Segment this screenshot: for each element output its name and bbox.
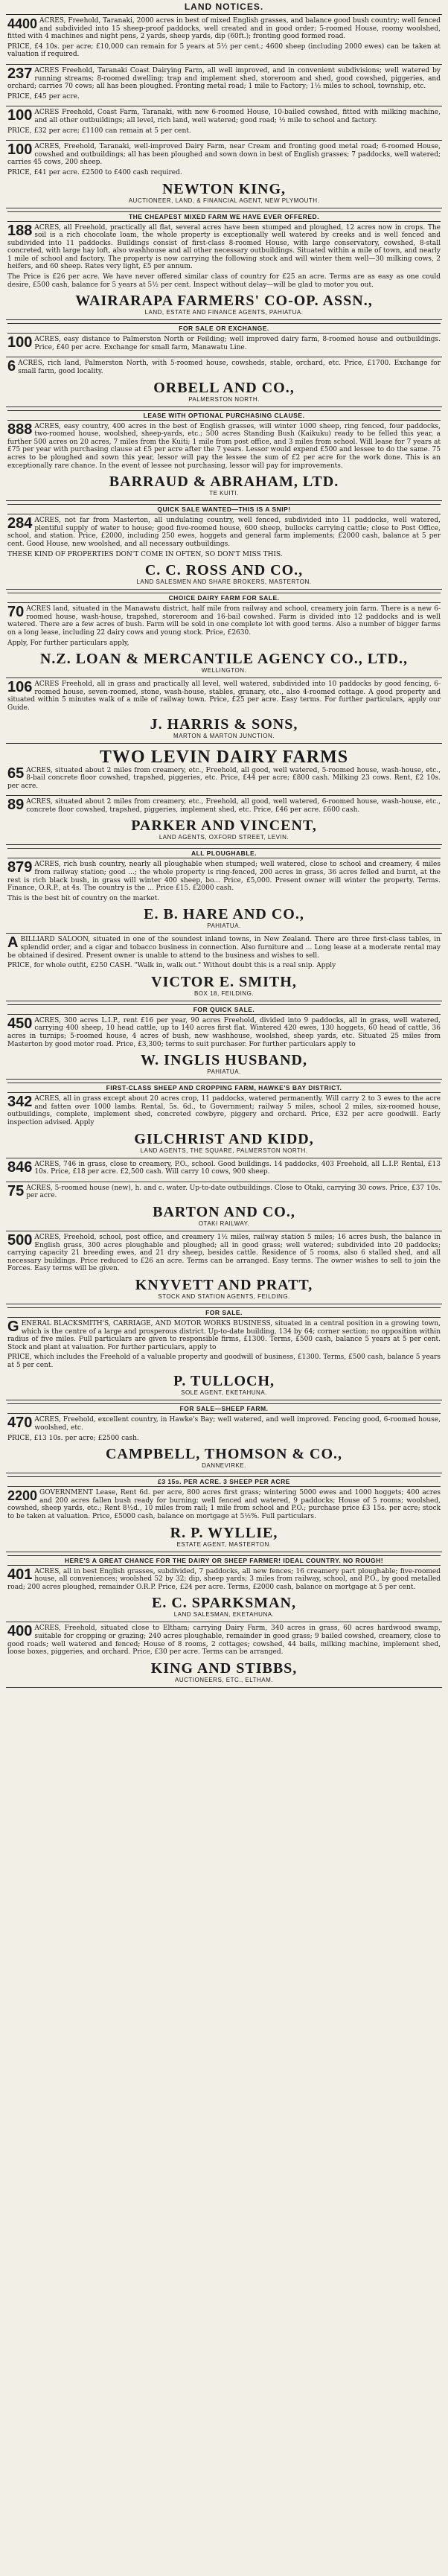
ad-body: ACRES, 5-roomed house (new), h. and c. water. Up-to-date outbuildings. Close to Otaki, carrying 30 cows. Price, £37 10s. per acre. bbox=[26, 1184, 441, 1200]
ad-text bbox=[7, 1017, 441, 1048]
ad-acreage: 342 bbox=[7, 1094, 33, 1111]
ad-body: ACRES, all in grass except about 20 acres crop, 11 paddocks, watered permanently. Will carry 2 to 3 ewes to the acre and fatten over 1000 lambs. Rental, 5s. 6d., to Government; railway 5 miles, school 2 miles, six-roomed house, outbuildings, complete, implement shed, concreted cowbyre, piggery and orchard. Price, £32 per acre goodwill. Early inspection advised. Apply bbox=[7, 1095, 441, 1126]
ad-banner: FOR SALE. bbox=[7, 1307, 441, 1318]
ad-body: GOVERNMENT Lease, Rent 6d. per acre, 800 acres first grass; wintering 5000 ewes and 1000 hoggets; 400 acres and 200 acres fallen bush ready for burning; well fenced and watered, 9 paddocks; House of 5 rooms; woolshed, cowshed, sheep yards, etc.; Rent 8½d., 10 miles from rail; 1 mile from school and P.O.; purchase price £3 15s. per acre; stock to be taken at valuation. Price, £5000 cash, balance on mortgage at 5½%. Full particulars. bbox=[7, 1489, 441, 1521]
advertiser-name: W. INGLIS HUSBAND, bbox=[141, 1052, 307, 1069]
advertiser-tagline: ESTATE AGENT, MASTERTON. bbox=[176, 1540, 272, 1548]
classified-ad bbox=[6, 320, 442, 357]
ad-acreage: 879 bbox=[7, 859, 33, 876]
ad-acreage: 106 bbox=[7, 679, 33, 696]
classified-ad bbox=[6, 106, 442, 141]
ad-body: ACRES Freehold, Taranaki Coast Dairying Farm, all well improved, and in convenient subdivisions; well watered by running streams; 8-roomed dwelling; trap and implement shed, storeroom and shed, good cowshed, piggeries, and orchard; carries 70 cows; all has been ploughed. Fronting metal road; 1 mile to Factory; 1½ miles to school, township, etc. bbox=[7, 66, 441, 91]
advertiser-name: BARRAUD & ABRAHAM, LTD. bbox=[109, 474, 339, 491]
advertiser-name: CAMPBELL, THOMSON & CO., bbox=[105, 1446, 343, 1463]
ad-banner: CHOICE DAIRY FARM FOR SALE. bbox=[7, 593, 441, 603]
classified-ad bbox=[6, 796, 442, 845]
ad-body: ENERAL BLACKSMITH'S, CARRIAGE, AND MOTOR WORKS BUSINESS, situated in a central position in a growing town, which is the centre of a large and prosperous district. Up-to-date building, 134 by 64; corner section; no opposition within radius of five miles. Full particulars are given to responsible firms, £1300. Terms, £500 cash, balance 5 years at 5 per cent. Stock and plant at valuation. For further particulars, apply to bbox=[7, 1319, 441, 1351]
advertiser-tagline: MARTON & MARTON JUNCTION. bbox=[173, 732, 275, 739]
ad-text bbox=[7, 1320, 441, 1351]
advertiser-tagline: LAND, ESTATE AND FINANCE AGENTS, PAHIATUA. bbox=[144, 309, 304, 316]
ad-banner: THE CHEAPEST MIXED FARM WE HAVE EVER OFFERED. bbox=[7, 211, 441, 222]
ad-acreage: 2200 bbox=[7, 1488, 38, 1504]
advertiser-name: PARKER AND VINCENT, bbox=[131, 817, 317, 835]
advertiser-tagline: PAHIATUA. bbox=[207, 922, 241, 930]
ad-acreage: 89 bbox=[7, 797, 25, 814]
ad-text bbox=[7, 1182, 441, 1200]
ad-text bbox=[7, 67, 441, 91]
ad-acreage: 70 bbox=[7, 604, 25, 621]
advertiser-tagline: LAND SALESMAN, EKETAHUNA. bbox=[173, 1611, 275, 1619]
ad-acreage: 6 bbox=[7, 358, 16, 375]
ad-banner: FOR QUICK SALE. bbox=[7, 1004, 441, 1015]
ad-body: ACRES, Freehold, excellent country, in Hawke's Bay; well watered, and well improved. Fencing good, 6-roomed house, woolshed, etc. bbox=[34, 1416, 441, 1432]
ad-body: ACRES, 746 in grass, close to creamery, P.O., school. Good buildings. 14 paddocks, 403 Freehold, all L.I.P. Rental, £13 10s. Price, £18 per acre. £2,500 cash. Will carry 10 cows, 900 sheep. bbox=[34, 1160, 441, 1176]
ad-acreage: 846 bbox=[7, 1158, 33, 1176]
advertiser-tagline: SOLE AGENT, EKETAHUNA. bbox=[181, 1389, 267, 1397]
ad-text bbox=[7, 360, 441, 375]
ad-price: PRICE, £13 10s. per acre; £2500 cash. bbox=[7, 1434, 139, 1442]
advertiser-tagline: OTAKI RAILWAY. bbox=[198, 1220, 250, 1227]
ad-banner: ALL PLOUGHABLE. bbox=[7, 848, 441, 858]
ad-text bbox=[7, 861, 441, 892]
classified-ad bbox=[6, 678, 442, 743]
ad-price: The Price is £26 per acre. We have never offered similar class of country for £25 an acre. Terms are as easy as one could desire, £500 cash, balance for 5 years at 5½ per cent. Inspect without delay—will be glad to motor you out. bbox=[7, 273, 441, 289]
ad-acreage: 100 bbox=[7, 107, 33, 124]
classified-ad bbox=[6, 141, 442, 208]
ad-banner: FOR SALE—SHEEP FARM. bbox=[7, 1403, 441, 1414]
ad-text bbox=[7, 605, 441, 637]
advertiser-name: N.Z. LOAN & MERCANTILE AGENCY CO., LTD., bbox=[39, 651, 409, 668]
ad-banner: QUICK SALE WANTED—THIS IS A SNIP! bbox=[7, 504, 441, 514]
advertiser-name: R. P. WYLLIE, bbox=[170, 1524, 278, 1541]
ad-price: PRICE, £41 per acre. £2500 to £400 cash required. bbox=[7, 168, 182, 176]
ad-text bbox=[7, 1625, 441, 1656]
classified-ad bbox=[6, 1080, 442, 1158]
ad-acreage: 284 bbox=[7, 515, 33, 532]
classified-ad bbox=[6, 590, 442, 678]
classified-ad bbox=[6, 501, 442, 590]
classified-ad bbox=[6, 744, 442, 797]
classified-ad bbox=[6, 1001, 442, 1080]
ad-text bbox=[7, 109, 441, 124]
ad-body: ACRES, Freehold, situated close to Eltham; carrying Dairy Farm, 340 acres in grass, 60 acres hardwood swamp, suitable for cropping or grazing; 240 acres ploughable, remainder in good grass; 9 bailed cowshed, creamery, close to good roads; well watered and fenced; House of 8 rooms, 2 cottages; cowshed, 44 bails, milking machine, implement shed, loose boxes, piggeries, and orchard. Price, £30 per acre. Terms can be arranged. bbox=[7, 1625, 441, 1657]
ad-acreage: 75 bbox=[7, 1182, 25, 1199]
classified-ad bbox=[6, 1158, 442, 1182]
advertiser-name: ORBELL AND CO., bbox=[153, 379, 295, 396]
ad-body: ACRES, rich bush country, nearly all ploughable when stumped; well watered, close to school and creamery, 4 miles from railway station; good ...; the whole property is ring-fenced, 200 acres in grass, 36 acres felled and burnt, at the rest is rich black bush, in grass will winter 400 sheep, bo... Price, £5,000. Present owner will winter the property. Terms. Finance, O.R.P., at 4s. The country is the ... Price £15. £2000 cash. bbox=[7, 861, 441, 893]
advertiser-tagline: WELLINGTON. bbox=[201, 667, 247, 675]
advertiser-tagline: LAND SALESMEN AND SHARE BROKERS, MASTERTON. bbox=[136, 578, 312, 586]
advertiser-name: NEWTON KING, bbox=[161, 180, 287, 197]
ad-acreage: 400 bbox=[7, 1623, 33, 1640]
ad-text bbox=[7, 517, 441, 548]
classified-ad bbox=[6, 1552, 442, 1623]
ad-text bbox=[7, 1416, 441, 1432]
ad-acreage: 470 bbox=[7, 1415, 33, 1432]
advertiser-tagline: PAHIATUA. bbox=[207, 1068, 241, 1076]
classified-ad bbox=[6, 845, 442, 934]
classified-ad bbox=[6, 15, 442, 65]
ad-text bbox=[7, 1158, 441, 1176]
newspaper-page bbox=[6, 0, 442, 2576]
classified-ad bbox=[6, 1231, 442, 1304]
advertiser-tagline: PALMERSTON NORTH. bbox=[188, 395, 260, 403]
classified-ad bbox=[6, 1304, 442, 1401]
ad-price: Apply, For further particulars apply, bbox=[7, 639, 129, 647]
classified-ad bbox=[6, 1182, 442, 1231]
ad-text bbox=[7, 1568, 441, 1592]
ad-banner: HERE'S A GREAT CHANCE FOR THE DAIRY OR SHEEP FARMER! IDEAL COUNTRY. NO ROUGH! bbox=[7, 1555, 441, 1566]
ad-body: ACRES, Freehold, Taranaki, 2000 acres in best of mixed English grasses, and balance good bush country; well fenced and subdivided into 15 sheep-proof paddocks, well created and in good order; 5-roomed House, roomy woolshed, fitted with 4 machines and night pens, 2 yards, sheep yards, dip (60ft.); fronting good formed road. bbox=[7, 17, 441, 41]
classified-ad bbox=[6, 407, 442, 502]
ad-acreage: 100 bbox=[7, 141, 33, 159]
ad-price: PRICE, £4 10s. per acre; £10,000 can remain for 5 years at 5½ per cent.; 4600 sheep (including 2000 ewes) can be taken at valuation if required. bbox=[7, 42, 441, 59]
ad-body: ACRES land, situated in the Manawatu district, half mile from railway and school, creamery join farm. There is a new 6-roomed house, wash-house, trapshed, storeroom and 16-bail cowshed. Farm is divided into 12 paddocks and is well watered. There are a few acres of bush. Farm will be sold in one complete lot with good terms. Also a number of bigger farms on a long lease, including 22 dairy cows and young stock. Price, £2630. bbox=[7, 605, 441, 637]
ad-text bbox=[7, 680, 441, 712]
classified-ad bbox=[6, 357, 442, 407]
ad-price: THESE KIND OF PROPERTIES DON'T COME IN OFTEN, SO DON'T MISS THIS. bbox=[7, 550, 283, 558]
ad-banner: FIRST-CLASS SHEEP AND CROPPING FARM, HAWKE'S BAY DISTRICT. bbox=[7, 1083, 441, 1093]
ad-acreage: 401 bbox=[7, 1566, 33, 1583]
ad-body: ACRES, 300 acres L.I.P., rent £16 per year, 90 acres Freehold, divided into 9 paddocks, all in grass, well watered, carrying 400 sheep, 10 head cattle, up to 140 acres first flat. Wintered 420 ewes, 130 hoggets, 60 head of cattle, 36 acres in turnips; 5-roomed house, 4 acres of bush, new washhouse, woolshed, sheep yards, etc. Situated 25 miles from Masterton by good motor road. Price, £3,300; terms to suit purchaser. For further particulars apply to bbox=[7, 1016, 441, 1048]
advertiser-name: WAIRARAPA FARMERS' CO-OP. ASSN., bbox=[75, 293, 373, 310]
ad-text bbox=[7, 936, 441, 960]
ad-body: ACRES, easy distance to Palmerston North or Feilding; well improved dairy farm, 8-roomed house and outbuildings. Price, £40 per acre. Exchange for small farm, Manawatu Line. bbox=[34, 336, 441, 351]
ad-acreage: 4400 bbox=[7, 16, 38, 31]
classified-ad bbox=[6, 1473, 442, 1552]
advertiser-tagline: LAND AGENTS, OXFORD STREET, LEVIN. bbox=[159, 834, 289, 841]
ad-price: This is the best bit of country on the market. bbox=[7, 894, 160, 902]
ad-text bbox=[7, 423, 441, 471]
advertiser-name: KING AND STIBBS, bbox=[150, 1660, 298, 1677]
advertiser-name: E. C. SPARKSMAN, bbox=[152, 1595, 296, 1612]
ad-banner: LEASE WITH OPTIONAL PURCHASING CLAUSE. bbox=[7, 410, 441, 421]
ad-acreage: 65 bbox=[7, 765, 25, 782]
ad-body: ACRES, easy country, 400 acres in the best of English grasses, will winter 1000 sheep, ring fenced, four paddocks, two-roomed house, woolshed, sheep-yards, etc.; 500 acres Standing Bush (Kaikuku) ready to be felled this year, a further 500 acres on 20 acres, 7 miles from the Kuiti; 1 mile from post office, and 3 miles from school. Will lease for 7 years at £75 per year with purchasing clause at £5 per acre after the 7 years. Lessor would expend £500 and lessee to do the same. 75 acres to be ploughed and sown this year, lessor will pay the lessee the sum of £2 per acre for the work done. This is an exceptionally rare chance. In the event of lessee not purchasing, lessor will pay for improvements. bbox=[7, 422, 441, 470]
ad-text bbox=[7, 767, 441, 791]
advertiser-name: BARTON AND CO., bbox=[153, 1203, 295, 1220]
classified-ad bbox=[6, 1622, 442, 1687]
ad-acreage: 500 bbox=[7, 1231, 33, 1249]
ad-price: PRICE, £32 per acre; £1100 can remain at 5 per cent. bbox=[7, 127, 191, 135]
ad-banner: £3 15s. PER ACRE. 3 SHEEP PER ACRE bbox=[7, 1476, 441, 1487]
ad-acreage: G bbox=[7, 1318, 19, 1335]
ad-text bbox=[7, 1095, 441, 1126]
classified-ad bbox=[6, 208, 442, 321]
ad-body: BILLIARD SALOON, situated in one of the soundest inland towns, in New Zealand. There are three first-class tables, in splendid order, and a cigar and tobacco business in connection. Also furniture and ... Long lease at a moderate rental may be obtained if desired. Present owner is unable to attend to the business and wishes to sell. bbox=[7, 936, 441, 960]
ad-acreage: A bbox=[7, 934, 19, 951]
advertiser-tagline: DANNEVIRKE. bbox=[202, 1462, 246, 1470]
ad-acreage: 888 bbox=[7, 421, 33, 438]
advertiser-name: GILCHRIST AND KIDD, bbox=[134, 1130, 314, 1147]
ad-price: PRICE, which includes the Freehold of a valuable property and goodwill of business, £1300. Terms, £500 cash, balance 5 years at 5 per cent. bbox=[7, 1354, 441, 1369]
ad-title: TWO LEVIN DAIRY FARMS bbox=[99, 747, 349, 767]
ad-text bbox=[7, 224, 441, 272]
advertiser-tagline: LAND AGENTS, THE SQUARE, PALMERSTON NORTH. bbox=[140, 1147, 308, 1154]
ad-body: ACRES, not far from Masterton, all undulating country, well fenced, subdivided into 11 paddocks, well watered, plentiful supply of water to house; good five-roomed house, 600 sheep, bullocks carrying cattle; close to Post Office, school, and station. Price, £2000, including 250 ewes, hoggets and general farm implements; £2000 cash, balance at 5 per cent. Good House, new woolshed, and all necessary outbuildings. bbox=[7, 517, 441, 548]
ad-text bbox=[7, 143, 441, 167]
ad-acreage: 188 bbox=[7, 222, 33, 239]
ad-body: ACRES Freehold, Coast Farm, Taranaki, with new 6-roomed House, 10-bailed cowshed, fitted with milking machine, and all other outbuildings; all level, rich land, well watered; good road; ½ mile to school and factory. bbox=[34, 109, 441, 124]
section-masthead: LAND NOTICES. bbox=[6, 0, 442, 15]
advertiser-name: C. C. ROSS AND CO., bbox=[144, 562, 304, 579]
advertiser-name: VICTOR E. SMITH, bbox=[151, 973, 297, 990]
ad-text bbox=[7, 1231, 441, 1273]
ad-body: ACRES, Freehold, Taranaki, well-improved Dairy Farm, near Cream and fronting good metal road; 6-roomed House, cowshed and outbuildings; all has been ploughed and sown down in best of English grasses; 7 paddocks, well watered; carries 45 cows, 200 sheep. bbox=[7, 143, 441, 167]
ad-text bbox=[7, 798, 441, 814]
advertiser-name: J. HARRIS & SONS, bbox=[150, 715, 298, 733]
advertiser-name: KNYVETT AND PRATT, bbox=[135, 1276, 313, 1293]
ad-banner: FOR SALE OR EXCHANGE. bbox=[7, 323, 441, 334]
classified-ad bbox=[6, 1400, 442, 1473]
advertiser-tagline: STOCK AND STATION AGENTS, FEILDING. bbox=[158, 1292, 290, 1300]
ad-body: ACRES, all Freehold, practically all flat, several acres have been stumped and ploughed, 12 acres now in crops. The soil is a rich chocolate loam, the whole property is exceptionally well watered by creeks and is well fenced and subdivided into 11 paddocks. Buildings consist of first-class 8-roomed House, with large conservatory, cowshed, 8-stall concreted, with large hay loft, also washhouse and all other necessary outbuildings. Situated within a mile of town, and nearly 1 mile of school and factory. The property is now carrying the following stock and will winter them well—30 milking cows, 2 heifers, and 60 sheep. Rates very light, £5 per annum. bbox=[7, 223, 441, 271]
advertiser-name: E. B. HARE AND CO., bbox=[144, 906, 304, 923]
ad-price: PRICE, for whole outfit, £250 CASH. "Walk in, walk out." Without doubt this is a real snip. Apply bbox=[7, 962, 336, 970]
ad-acreage: 100 bbox=[7, 334, 33, 351]
ad-price: PRICE, £45 per acre. bbox=[7, 92, 80, 101]
ads-column bbox=[6, 15, 442, 1688]
classified-ad bbox=[6, 934, 442, 1001]
advertiser-tagline: BOX 18, FEILDING. bbox=[193, 989, 255, 997]
advertiser-name: P. TULLOCH, bbox=[173, 1373, 275, 1390]
ad-acreage: 237 bbox=[7, 65, 33, 82]
advertiser-tagline: AUCTIONEERS, ETC., ELTHAM. bbox=[175, 1676, 273, 1683]
ad-body: ACRES, situated about 2 miles from creamery, etc., Freehold, all good, well watered, 6-roomed house, wash-house, etc., concrete floor cowshed, trapshed, piggeries, implement shed, etc. Price, £46 per acre. £600 cash. bbox=[26, 798, 441, 814]
ad-text bbox=[7, 1489, 441, 1520]
ad-body: ACRES, Freehold, school, post office, and creamery 1½ miles, railway station 5 miles; 16 acres bush, the balance in English grass, 300 acres ploughable and ploughed; all in good grass; well watered; subdivided into 20 paddocks; carrying capacity 21 breeding ewes, and 21 dry sheep, besides cattle. Residence of 5 rooms, also 6 stalled shed, and all necessary buildings. Price reduced to £26 an acre. Terms can be arranged. Easy terms. The owner wishes to sell to join the Forces. Easy terms will be given. bbox=[7, 1233, 441, 1273]
ad-text bbox=[7, 336, 441, 351]
classified-ad bbox=[6, 65, 442, 106]
ad-body: ACRES Freehold, all in grass and practically all level, well watered, subdivided into 10 paddocks by good fencing, 6-roomed house, seven-roomed, stone, wash-house, stables, granary, etc., also 4-roomed cottage. A good property and situated within 5 minutes walk of a mile of railway town. Price, £25 per acre. Easy terms. For further particulars, apply our Guide. bbox=[7, 680, 441, 712]
ad-body: ACRES, all in best English grasses, subdivided, 7 paddocks, all new fences; 16 creamery part ploughable; five-roomed house, all conveniences; woolshed 52 by 32; dip, sheep yards; 3 miles from railway, school, and P.O., by good metalled road; 200 acres ploughed, remainder O.R.P. Price, £24 per acre. Terms, £2000 cash, balance on mortgage at 5 per cent. bbox=[7, 1567, 441, 1591]
ad-body: ACRES, rich land, Palmerston North, with 5-roomed house, cowsheds, stable, orchard, etc. Price, £1700. Exchange for small farm, good locality. bbox=[18, 360, 441, 376]
advertiser-tagline: AUCTIONEER, LAND, & FINANCIAL AGENT, NEW PLYMOUTH. bbox=[128, 197, 320, 204]
ad-body: ACRES, situated about 2 miles from creamery, etc., Freehold, all good, well watered, 5-roomed house, wash-house, etc., 8-bail concrete floor cowshed, trapshed, piggeries, etc. Price, £44 per acre; £800 cash. Milking 23 cows. Rent, £2 10s. per acre. bbox=[7, 766, 441, 790]
ad-text bbox=[7, 17, 441, 41]
ad-acreage: 450 bbox=[7, 1015, 33, 1032]
advertiser-tagline: TE KUITI. bbox=[209, 490, 239, 497]
